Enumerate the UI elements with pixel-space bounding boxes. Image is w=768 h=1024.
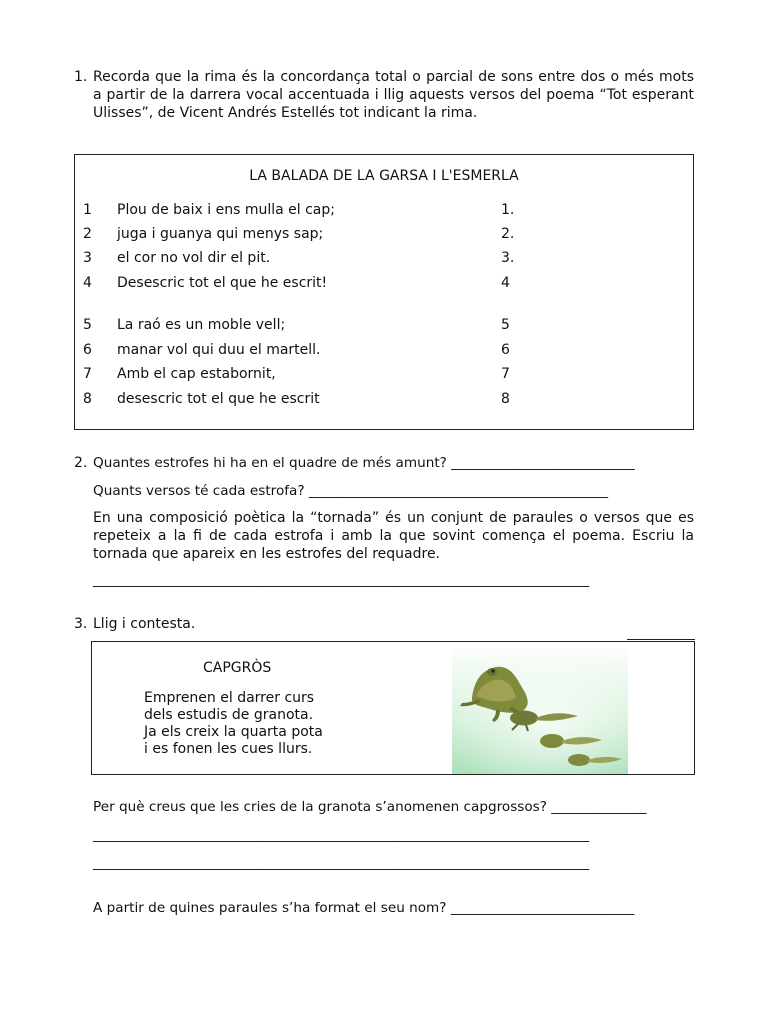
question-3-label: Llig i contesta. [93,616,196,632]
rhyme-answer-number: 7 [501,366,510,382]
frog-and-tadpoles-icon [452,641,628,775]
question-2-paragraph: En una composició poètica la “tornada” és un conjunt de paraules o versos que es repeteix a la fi de cada estrofa i amb la que sovint comença el poema. Escriu la tornada que apareix en les estrofes del requadre. [93,510,694,562]
frame-top-edge [627,639,695,640]
verse-number: 6 [83,342,92,358]
verse-text: Desescric tot el que he escrit! [117,275,328,291]
verse-text: desescric tot el que he escrit [117,391,320,407]
capgros-poem-line: dels estudis de granota. [144,707,314,723]
question-3-origin-question: A partir de quines paraules s’ha format el seu nom? ___________________________ [93,900,635,916]
question-1-text: Recorda que la rima és la concordança total o parcial de sons entre dos o més mots a partir de la darrera vocal accentuada i llig aquests versos del poema “Tot esperant Ulisses”, de Vicent Andrés Estellés tot indicant la rima. [93,69,694,121]
question-2-number: 2. [74,455,88,471]
rhyme-answer-number: 4 [501,275,510,291]
rhyme-answer-number: 2. [501,226,515,242]
verse-text: el cor no vol dir el pit. [117,250,271,266]
verse-text: Amb el cap estabornit, [117,366,276,382]
rhyme-answer-number: 1. [501,202,515,218]
rhyme-answer-number: 8 [501,391,510,407]
verse-number: 7 [83,366,92,382]
capgros-poem-title: CAPGRÒS [203,660,272,676]
question-1-number: 1. [74,69,88,85]
poem-title: LA BALADA DE LA GARSA I L'ESMERLA [249,168,519,184]
rhyme-answer-number: 5 [501,317,510,333]
question-2-answer-line[interactable]: _________________________________________________________________________ [93,572,590,588]
verse-number: 4 [83,275,92,291]
verse-number: 5 [83,317,92,333]
question-2-line-verses: Quants versos té cada estrofa? ____________________________________________ [93,483,608,499]
question-3-answer-line[interactable]: _________________________________________________________________________ [93,827,590,843]
question-3-answer-line[interactable]: _________________________________________________________________________ [93,855,590,871]
verse-number: 1 [83,202,92,218]
verse-number: 3 [83,250,92,266]
verse-number: 2 [83,226,92,242]
question-3-why-question: Per què creus que les cries de la granota s’anomenen capgrossos? ______________ [93,799,647,815]
capgros-poem-line: i es fonen les cues llurs. [144,741,313,757]
verse-text: Plou de baix i ens mulla el cap; [117,202,335,218]
poem-box [74,154,694,430]
capgros-poem-box [91,641,695,775]
verse-number: 8 [83,391,92,407]
capgros-poem-line: Emprenen el darrer curs [144,690,315,706]
capgros-poem-lines [144,690,323,758]
verse-text: La raó es un moble vell; [117,317,286,333]
question-2-line-strophes: Quantes estrofes hi ha en el quadre de més amunt? ___________________________ [93,455,635,471]
rhyme-answer-number: 6 [501,342,510,358]
question-3-number: 3. [74,616,88,632]
rhyme-answer-number: 3. [501,250,515,266]
capgros-poem-line: Ja els creix la quarta pota [144,724,323,740]
verse-text: manar vol qui duu el martell. [117,342,321,358]
verse-text: juga i guanya qui menys sap; [117,226,324,242]
